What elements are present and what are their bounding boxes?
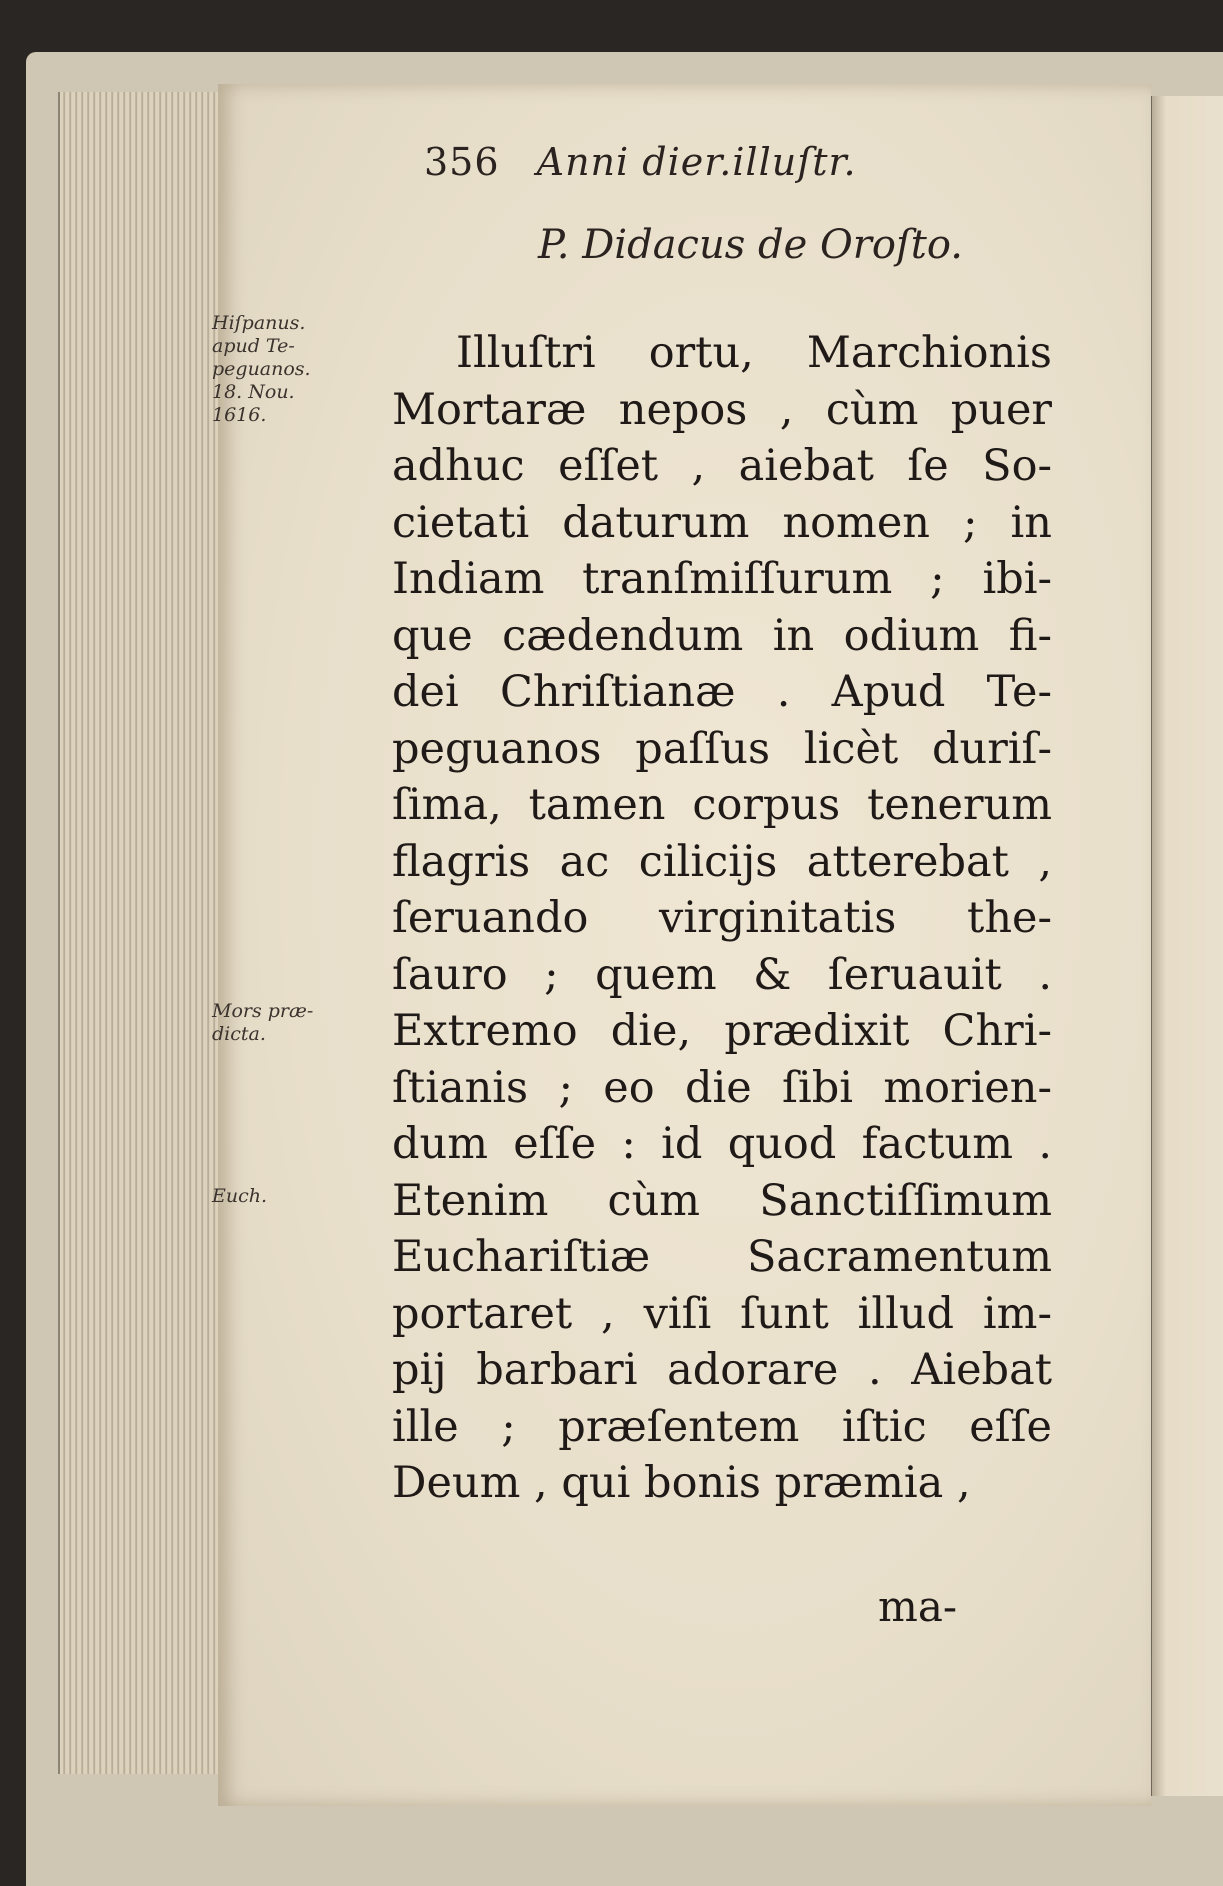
text-line: flagris ac cilicijs atterebat , [392,836,1052,887]
body-text [392,325,1052,1512]
text-line: ſauro ; quem & ſeruauit . [392,949,1052,1000]
text-line: Mortaræ nepos , cùm puer [392,384,1052,435]
page-edges [58,92,228,1774]
margin-note-mors [212,1000,313,1046]
section-title: P. Didacus de Oroſto. [538,222,963,268]
text-line: Euchariſtiæ Sacramentum [392,1232,1052,1282]
text-line: Illuſtri ortu, Marchionis [456,328,1052,378]
text-line: Indiam tranſmiſſurum ; ibi- [392,554,1052,604]
text-line: Etenim cùm Sanctiſſimum [392,1175,1052,1226]
text-line: dei Chriſtianæ . Apud Te- [392,667,1052,717]
text-line: Extremo die, prædixit Chri- [392,1006,1052,1056]
margin-note-line: Euch. [212,1185,268,1207]
text-line: ille ; præſentem iſtic eſſe [392,1401,1052,1452]
margin-note-line: 18. Nou. [212,381,295,403]
margin-note-line: Mors præ- [212,1000,314,1022]
text-line: ſeruando virginitatis the- [392,893,1052,943]
text-line: peguanos paſſus licèt duriſ- [392,723,1052,774]
margin-note-line: dicta. [212,1023,266,1045]
facing-page-edge [1150,96,1223,1796]
text-line: ſtianis ; eo die ſibi morien- [392,1062,1052,1113]
margin-note-line: Hiſpanus. [212,312,306,334]
page-header [424,140,857,184]
margin-note-line: apud Te- [212,335,295,357]
margin-note-hispanus [212,312,311,427]
margin-note-line: 1616. [212,404,267,426]
text-line: ſima, tamen corpus tenerum [392,780,1052,830]
text-line: dum eſſe : id quod factum . [392,1119,1052,1169]
margin-note-line: peguanos. [212,358,311,380]
text-line: portaret , viſi ſunt illud im- [392,1288,1052,1339]
text-line: Deum , qui bonis præmia , [392,1458,971,1508]
text-line: adhuc eſſet , aiebat ſe So- [392,441,1052,491]
running-title: Anni dier.illuſtr. [536,140,857,184]
text-line: cietati daturum nomen ; in [392,497,1052,548]
page-number: 356 [424,140,500,184]
margin-note-euch [212,1185,267,1208]
catchword: ma- [878,1582,958,1631]
text-line: que cædendum in odium fi- [392,610,1052,661]
text-line: pij barbari adorare . Aiebat [392,1345,1052,1395]
